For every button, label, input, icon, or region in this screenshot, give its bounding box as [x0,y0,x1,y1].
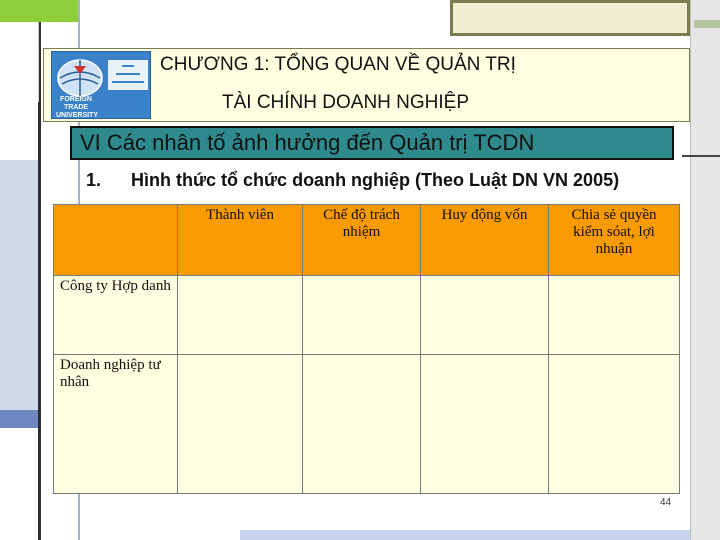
page-title-line1: CHƯƠNG 1: TỔNG QUAN VỀ QUẢN TRỊ [160,54,516,75]
table-cell [421,276,549,355]
table-header-cell: Chia sẻ quyền kiểm sóat, lợi nhuận [549,205,680,276]
table-cell [178,354,303,493]
side-bar-accent [0,410,38,428]
section-heading: VI Các nhân tố ảnh hưởng đến Quản trị TCDN [80,130,535,155]
right-divider [682,155,720,157]
table-header-cell [54,205,178,276]
table-cell [549,354,680,493]
bottom-strip [240,530,690,540]
table-cell [303,354,421,493]
table-cell [303,276,421,355]
table-cell [178,276,303,355]
table-header-cell: Chế độ trách nhiệm [303,205,421,276]
right-accent [694,20,720,28]
item-number: 1. [86,170,102,190]
table-row [54,354,680,493]
table-header-cell: Thành viên [178,205,303,276]
table-header-row [54,205,680,276]
comparison-table [53,204,680,494]
page-title-line2: TÀI CHÍNH DOANH NGHIỆP [222,92,470,113]
university-logo [51,51,151,119]
page-number: 44 [660,497,672,508]
table-cell [549,276,680,355]
side-panel [0,22,39,102]
corner-square-olive [450,0,690,36]
table-header-cell: Huy động vốn [421,205,549,276]
right-strip [690,0,720,540]
item-text: Hình thức tổ chức doanh nghiệp (Theo Luật DN VN 2005) [131,170,620,190]
table-cell [421,354,549,493]
logo-text: FOREIGN TRADE UNIVERSITY [56,96,99,119]
table-row [54,276,680,355]
table-row-label: Doanh nghiệp tư nhân [54,354,178,493]
corner-square-green [0,0,81,22]
table-row-label: Công ty Hợp danh [54,276,178,355]
side-panel-blue [0,160,38,410]
